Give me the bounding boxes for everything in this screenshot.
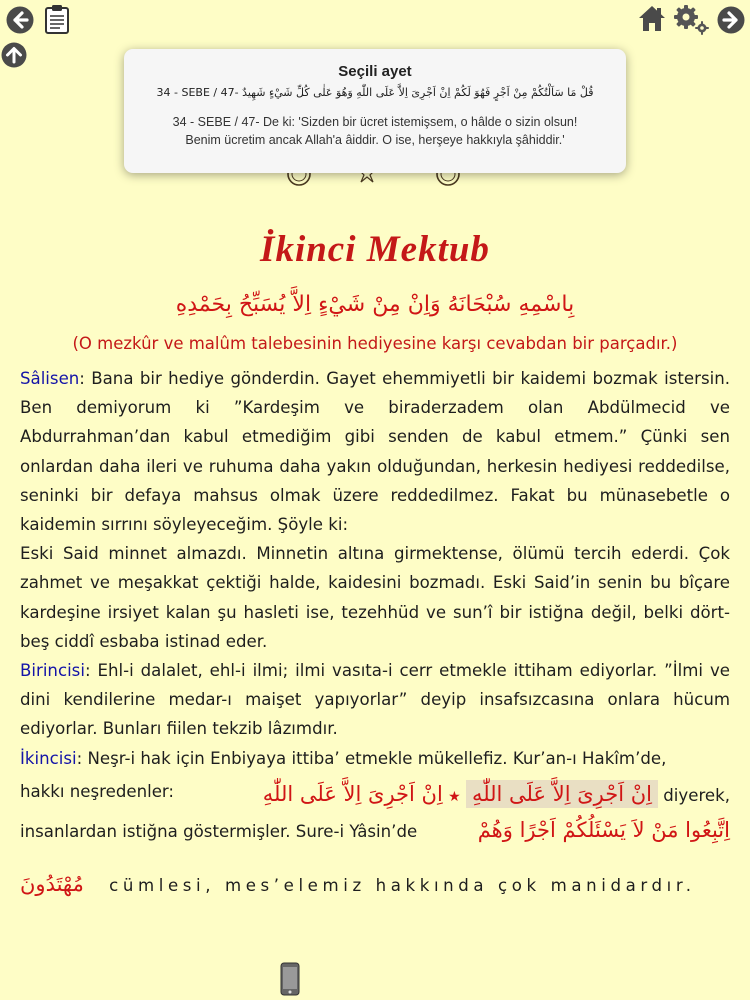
ikincisi-line-2: hakkı neşredenler: اِنْ اَجْرِىَ اِلاَّ عَلَى اللّٰهِ ★ اِنْ اَجْرِىَ اِلاَّ عَلَى اللّٰهِ diyerek, (20, 782, 730, 806)
selected-verse-popup[interactable] (124, 49, 626, 173)
paragraph-ikincisi: İkincisi: Neşr-i hak için Enbiyaya ittiba’ etmekle mükellefiz. Kur’an-ı Hakîm’de, (20, 748, 667, 768)
label-birincisi[interactable]: Birincisi (20, 661, 85, 681)
ikincisi-line-3: insanlardan istiğna göstermişler. Sure-i Yâsin’de اِتَّبِعُوا مَنْ لاَ يَسْئَلُكُمْ اَجْرًا وَهُمْ (20, 818, 730, 842)
paragraph-birincisi: Birincisi: Ehl-i dalalet, ehl-i ilmi; ilmi vasıta-i cerr etmekle ittiham ediyorlar. ”İlmi ve dini kendilerine medar-ı maişet yapıyorlar” deyip insafsızcasına onlara hücum ediyorlar. Bunları fiilen tekzib lâzımdır. (20, 661, 730, 739)
label-salisen[interactable]: Sâlisen (20, 369, 80, 388)
gear-icon[interactable] (673, 3, 709, 35)
page-subtitle: (O mezkûr ve malûm talebesinin hediyesine karşı cevabdan bir parçadır.) (72, 334, 678, 353)
paragraph-eski-said: Eski Said minnet almazdı. Minnetin altına girmektense, ölümü tercih ederdi. Çok zahmet ve meşakkat çektiği halde, kaidesini bozmadı. Eski Said’in senin bu bîçare kardeşine irsiyet kalan şu hasleti ise, tezehhüd ve sun’î bir istiğna değil, belki dört-beş ciddî esbaba istinad eder. (20, 544, 730, 651)
popup-arabic-verse: قُلْ مَا سَاَلْتُكُمْ مِنْ اَجْرٍ فَهُوَ لَكُمْ اِنْ اَجْرِىَ اِلاَّ عَلَى اللّٰهِ وَهُوَ عَلٰى كُلِّ شَيْءٍ شَهِيدٌ 34 - SEBE / 47- (156, 86, 594, 99)
arrow-up-circle-icon[interactable] (1, 42, 27, 68)
clipboard-icon[interactable] (44, 4, 70, 34)
phone-icon[interactable] (280, 962, 300, 996)
ikincisi-line-4: مُهْتَدُونَ cümlesi, mes’elemiz hakkında çok manidardır. (20, 872, 696, 896)
arabic-yasin-verse[interactable]: اِتَّبِعُوا مَنْ لاَ يَسْئَلُكُمْ اَجْرًا وَهُمْ (477, 818, 730, 842)
arabic-muhtedun[interactable]: مُهْتَدُونَ (20, 872, 84, 896)
arabic-phrase-highlighted[interactable]: اِنْ اَجْرِىَ اِلاَّ عَلَى اللّٰهِ (466, 780, 658, 808)
popup-translation: 34 - SEBE / 47- De ki: 'Sizden bir ücret istemişsem, o hâlde o sizin olsun! Benim ücretim ancak Allah'a âiddir. O ise, herşeye hakkıyla şâhiddir.' (172, 115, 578, 147)
popup-title: Seçili ayet (338, 63, 412, 80)
paragraph-salisen: Sâlisen: Bana bir hediye gönderdin. Gayet ehemmiyetli bir kaidemi bozmak istersin. Ben demiyorum ki ”Kardeşim ve biraderzadem olan Abdülmecid ve Abdurrahman’dan kabul etmediğim gibi senden de kabul etmem.” Çünki sen onlardan daha ileri ve ruhuma daha yakın olduğundan, herkesin hediyesi reddedilse, seninki bir defaya mahsus olmak üzere reddedilmez. Fakat bu münasebetle o kaidemin sırrını söyleyeceğim. Şöyle ki: (20, 369, 730, 535)
arabic-phrase-plain[interactable]: اِنْ اَجْرِىَ اِلاَّ عَلَى اللّٰهِ (262, 782, 443, 806)
star-separator: ★ (448, 789, 461, 805)
arrow-right-circle-icon[interactable] (717, 6, 745, 34)
label-ikincisi[interactable]: İkincisi (20, 748, 77, 768)
basmala-arabic: بِاسْمِهِ سُبْحَانَهُ وَاِنْ مِنْ شَيْءٍ اِلاَّ يُسَبِّحُ بِحَمْدِهِ (175, 292, 575, 317)
page-title: İkinci Mektub (260, 229, 490, 270)
arrow-left-circle-icon[interactable] (6, 6, 34, 34)
home-icon[interactable] (638, 4, 666, 32)
letter-body (20, 364, 730, 773)
